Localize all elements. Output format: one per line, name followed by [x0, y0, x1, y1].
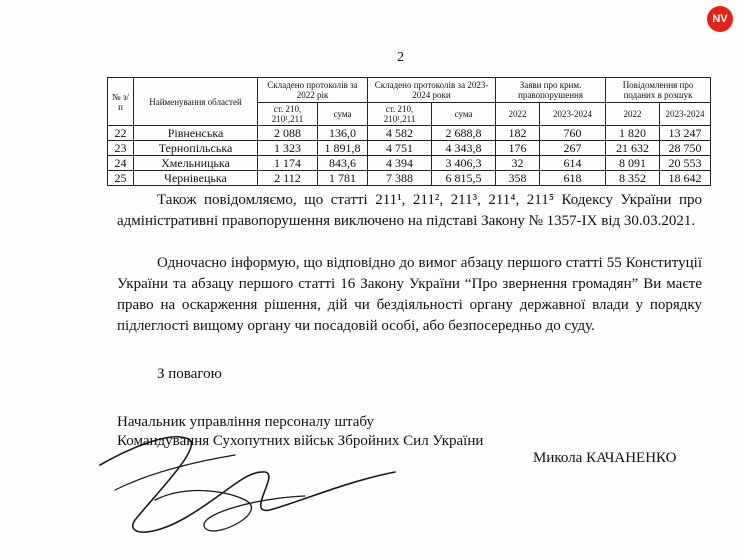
cell-value: 20 553 — [660, 156, 711, 171]
cell-value: 760 — [540, 126, 606, 141]
signatory-name: Микола КАЧАНЕНКО — [533, 450, 677, 466]
signatory-position-line: Начальник управління персоналу штабу — [117, 414, 374, 430]
cell-value: 8 352 — [606, 171, 660, 186]
subheader-articles: ст. 210, 210¹,211 — [368, 103, 432, 126]
cell-value: 176 — [496, 141, 540, 156]
cell-value: 1 891,8 — [318, 141, 368, 156]
signatory-position-line: Командування Сухопутних військ Збройних Сил України — [117, 433, 484, 449]
cell-region: Тернопільська — [134, 141, 258, 156]
closing-phrase: З повагою — [157, 366, 222, 382]
cell-value: 2 688,8 — [432, 126, 496, 141]
table-row — [108, 126, 711, 141]
cell-value: 7 388 — [368, 171, 432, 186]
cell-value: 21 632 — [606, 141, 660, 156]
header-protocols-2023-2024: Складено протоколів за 2023-2024 роки — [368, 78, 496, 103]
cell-value: 32 — [496, 156, 540, 171]
table-row — [108, 156, 711, 171]
header-criminal-claims: Заяви про крим. правопорушення — [496, 78, 606, 103]
cell-value: 618 — [540, 171, 606, 186]
cell-num: 23 — [108, 141, 134, 156]
cell-region: Рівненська — [134, 126, 258, 141]
cell-value: 4 394 — [368, 156, 432, 171]
subheader-sum: сума — [432, 103, 496, 126]
cell-region: Хмельницька — [134, 156, 258, 171]
nv-logo: NV — [707, 6, 733, 32]
subheader-sum: сума — [318, 103, 368, 126]
cell-num: 24 — [108, 156, 134, 171]
cell-value: 843,6 — [318, 156, 368, 171]
cell-region: Чернівецька — [134, 171, 258, 186]
cell-value: 1 174 — [258, 156, 318, 171]
cell-value: 614 — [540, 156, 606, 171]
cell-value: 4 582 — [368, 126, 432, 141]
cell-value: 267 — [540, 141, 606, 156]
table-row — [108, 141, 711, 156]
cell-value: 4 343,8 — [432, 141, 496, 156]
cell-value: 8 091 — [606, 156, 660, 171]
cell-value: 2 112 — [258, 171, 318, 186]
header-protocols-2022: Складено протоколів за 2022 рік — [258, 78, 368, 103]
subheader-articles: ст. 210, 210¹,211 — [258, 103, 318, 126]
subheader-years-2023-2024: 2023-2024 — [540, 103, 606, 126]
header-wanted-notices: Повідомлення про поданих в розшук — [606, 78, 711, 103]
table-header-row — [108, 78, 711, 103]
table-row — [108, 171, 711, 186]
cell-value: 1 781 — [318, 171, 368, 186]
subheader-years-2023-2024: 2023-2024 — [660, 103, 711, 126]
cell-num: 22 — [108, 126, 134, 141]
paragraph-right-to-appeal: Одночасно інформую, що відповідно до вимог абзацу першого статті 55 Конституції України та абзацу першого статті 16 Закону України “Про звернення громадян” Ви маєте право на оскарження рішення, дій чи бездіяльності органу державної влади у порядку підлеглості вищому органу чи посадовій особі, або безпосередньо до суду. — [117, 255, 702, 334]
paragraph-repealed-articles: Також повідомляємо, що статті 211¹, 211², 211³, 211⁴, 211⁵ Кодексу України про адміністративні правопорушення виключено на підставі Закону № 1357-IX від 30.03.2021. — [117, 192, 702, 229]
cell-num: 25 — [108, 171, 134, 186]
cell-value: 3 406,3 — [432, 156, 496, 171]
statistics-table — [107, 77, 711, 186]
cell-value: 1 820 — [606, 126, 660, 141]
header-region: Найменування областей — [134, 78, 258, 126]
cell-value: 18 642 — [660, 171, 711, 186]
signatory-position — [117, 413, 483, 451]
cell-value: 136,0 — [318, 126, 368, 141]
cell-value: 2 088 — [258, 126, 318, 141]
subheader-year-2022: 2022 — [496, 103, 540, 126]
cell-value: 4 751 — [368, 141, 432, 156]
cell-value: 1 323 — [258, 141, 318, 156]
cell-value: 6 815,5 — [432, 171, 496, 186]
cell-value: 13 247 — [660, 126, 711, 141]
header-num: № з/п — [108, 78, 134, 126]
page-number: 2 — [397, 50, 404, 65]
cell-value: 28 750 — [660, 141, 711, 156]
cell-value: 358 — [496, 171, 540, 186]
subheader-year-2022: 2022 — [606, 103, 660, 126]
cell-value: 182 — [496, 126, 540, 141]
